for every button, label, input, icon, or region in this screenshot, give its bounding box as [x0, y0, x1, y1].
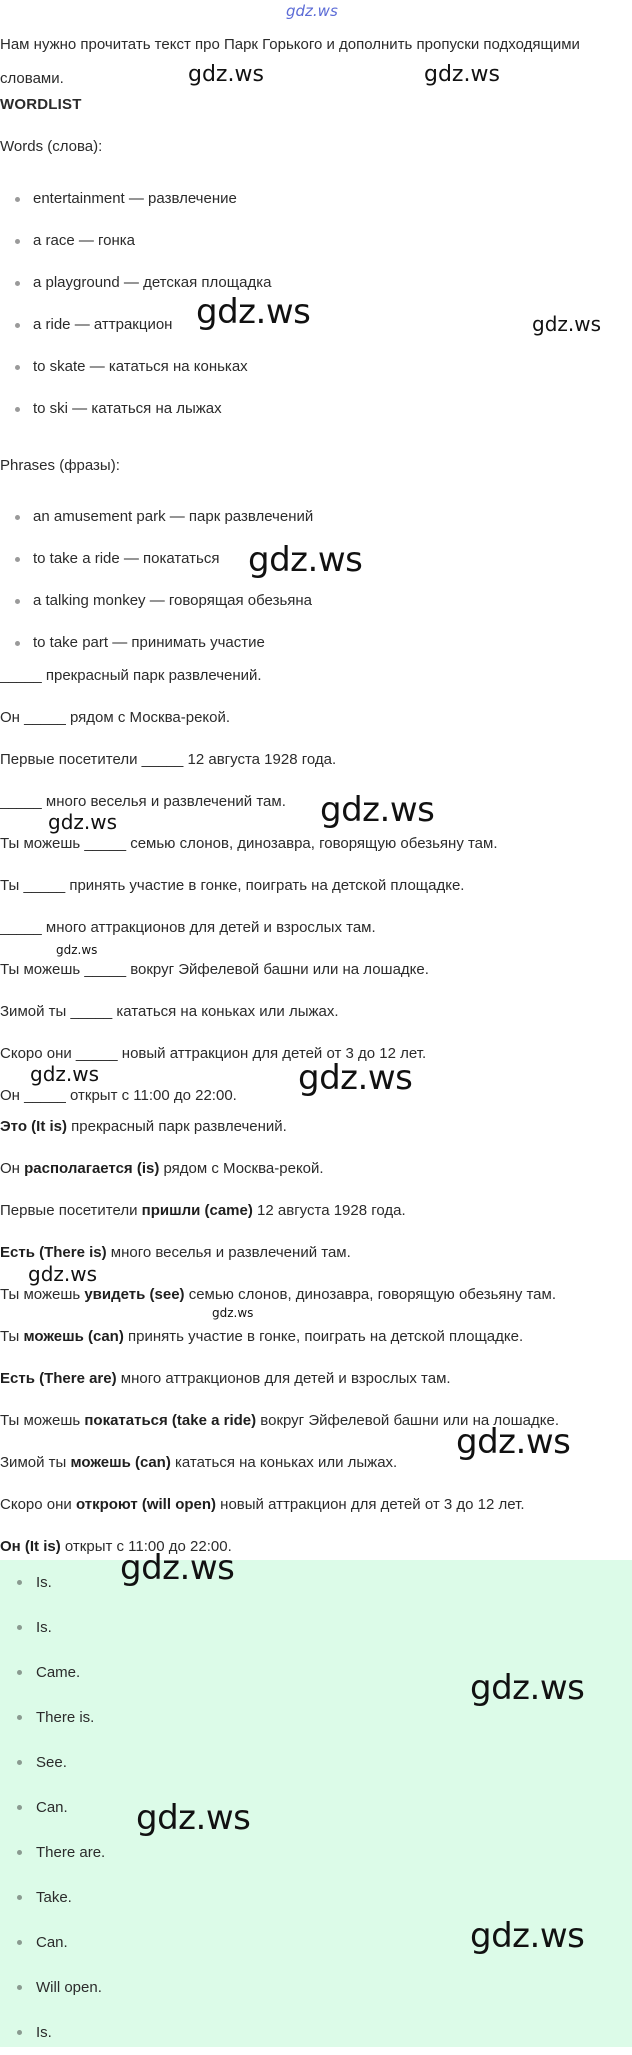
- answers-list: [0, 1560, 632, 2055]
- filled-sentence: Он (It is) открыт с 11:00 до 22:00.: [0, 1538, 232, 1555]
- filled-sentence: Есть (There is) много веселья и развлечений там.: [0, 1244, 351, 1261]
- answer-word: можешь (can): [70, 1454, 171, 1471]
- gap-sentence: _____ прекрасный парк развлечений.: [0, 667, 262, 684]
- answer-word: откроют (will open): [75, 1496, 217, 1513]
- list-item: Take.: [0, 1875, 632, 1920]
- list-item: a race — гонка: [0, 220, 600, 262]
- watermark: gdz.ws: [298, 1058, 413, 1098]
- watermark: gdz.ws: [188, 62, 264, 87]
- watermark: gdz.ws: [212, 1306, 254, 1320]
- watermark: gdz.ws: [48, 810, 118, 834]
- list-item: a ride — аттракцион: [0, 304, 600, 346]
- list-item: There are.: [0, 1830, 632, 1875]
- list-item: Can.: [0, 1920, 632, 1965]
- watermark: gdz.ws: [30, 1062, 100, 1086]
- watermark: gdz.ws: [248, 540, 363, 580]
- filled-sentence: Ты можешь (can) принять участие в гонке, поиграть на детской площадке.: [0, 1328, 524, 1345]
- list-item: a playground — детская площадка: [0, 262, 600, 304]
- answer-word: Есть (There are): [0, 1370, 117, 1387]
- watermark: gdz.ws: [196, 292, 311, 332]
- intro-text: Нам нужно прочитать текст про Парк Горького и дополнить пропуски подходящими словами.: [0, 36, 580, 87]
- watermark: gdz.ws: [456, 1422, 571, 1462]
- gap-sentence: Он _____ рядом с Москва-рекой.: [0, 709, 231, 726]
- gap-sentence: Он _____ открыт с 11:00 до 22:00.: [0, 1087, 237, 1104]
- answer-word: можешь (can): [23, 1328, 124, 1345]
- list-item: Came.: [0, 1650, 632, 1695]
- words-label: Words (слова):: [0, 138, 103, 155]
- watermark: gdz.ws: [286, 2, 338, 20]
- list-item: Is.: [0, 2010, 632, 2055]
- filled-sentence: Это (It is) прекрасный парк развлечений.: [0, 1118, 287, 1135]
- watermark: gdz.ws: [56, 943, 98, 957]
- filled-sentence: Зимой ты можешь (can) кататься на коньках или лыжах.: [0, 1454, 398, 1471]
- gap-sentence: Первые посетители _____ 12 августа 1928 года.: [0, 751, 337, 768]
- wordlist-heading: WORDLIST: [0, 96, 82, 113]
- filled-sentence: Ты можешь покататься (take a ride) вокруг Эйфелевой башни или на лошадке.: [0, 1412, 560, 1429]
- watermark: gdz.ws: [320, 790, 435, 830]
- gap-sentence: Скоро они _____ новый аттракцион для детей от 3 до 12 лет.: [0, 1045, 427, 1062]
- list-item: Is.: [0, 1605, 632, 1650]
- gap-sentence: Ты можешь _____ вокруг Эйфелевой башни или на лошадке.: [0, 961, 429, 978]
- watermark: gdz.ws: [28, 1262, 98, 1286]
- list-item: Is.: [0, 1560, 632, 1605]
- watermark: gdz.ws: [470, 1916, 585, 1956]
- answer-word: располагается (is): [24, 1160, 160, 1177]
- answer-word: Есть (There is): [0, 1244, 107, 1261]
- list-item: There is.: [0, 1695, 632, 1740]
- gap-sentences: [0, 655, 632, 1117]
- list-item: Can.: [0, 1785, 632, 1830]
- phrases-list: [0, 496, 600, 664]
- list-item: entertainment — развлечение: [0, 178, 600, 220]
- gap-sentence: Ты можешь _____ семью слонов, динозавра, говорящую обезьяну там.: [0, 835, 498, 852]
- filled-sentences: [0, 1106, 632, 1568]
- filled-sentence: Первые посетители пришли (came) 12 августа 1928 года.: [0, 1202, 406, 1219]
- gap-sentence: _____ много веселья и развлечений там.: [0, 793, 286, 810]
- filled-sentence: Он располагается (is) рядом с Москва-рекой.: [0, 1160, 324, 1177]
- filled-sentence: Есть (There are) много аттракционов для детей и взрослых там.: [0, 1370, 451, 1387]
- answer-word: Он (It is): [0, 1538, 61, 1555]
- list-item: to skate — кататься на коньках: [0, 346, 600, 388]
- watermark: gdz.ws: [532, 312, 602, 336]
- list-item: See.: [0, 1740, 632, 1785]
- phrases-label: Phrases (фразы):: [0, 457, 120, 474]
- watermark: gdz.ws: [470, 1668, 585, 1708]
- gap-sentence: _____ много аттракционов для детей и взрослых там.: [0, 919, 376, 936]
- list-item: to ski — кататься на лыжах: [0, 388, 600, 430]
- answer-word: Это (It is): [0, 1118, 67, 1135]
- answer-word: пришли (came): [141, 1202, 253, 1219]
- gap-sentence: Ты _____ принять участие в гонке, поиграть на детской площадке.: [0, 877, 465, 894]
- filled-sentence: Скоро они откроют (will open) новый аттракцион для детей от 3 до 12 лет.: [0, 1496, 525, 1513]
- watermark: gdz.ws: [424, 62, 500, 87]
- filled-sentence: Ты можешь увидеть (see) семью слонов, динозавра, говорящую обезьяну там.: [0, 1286, 557, 1303]
- list-item: to take a ride — покататься: [0, 538, 600, 580]
- list-item: Will open.: [0, 1965, 632, 2010]
- watermark: gdz.ws: [136, 1798, 251, 1838]
- list-item: to take part — принимать участие: [0, 622, 600, 664]
- list-item: a talking monkey — говорящая обезьяна: [0, 580, 600, 622]
- watermark: gdz.ws: [120, 1548, 235, 1588]
- answer-word: увидеть (see): [84, 1286, 185, 1303]
- gap-sentence: Зимой ты _____ кататься на коньках или лыжах.: [0, 1003, 339, 1020]
- list-item: an amusement park — парк развлечений: [0, 496, 600, 538]
- answer-word: покататься (take a ride): [84, 1412, 257, 1429]
